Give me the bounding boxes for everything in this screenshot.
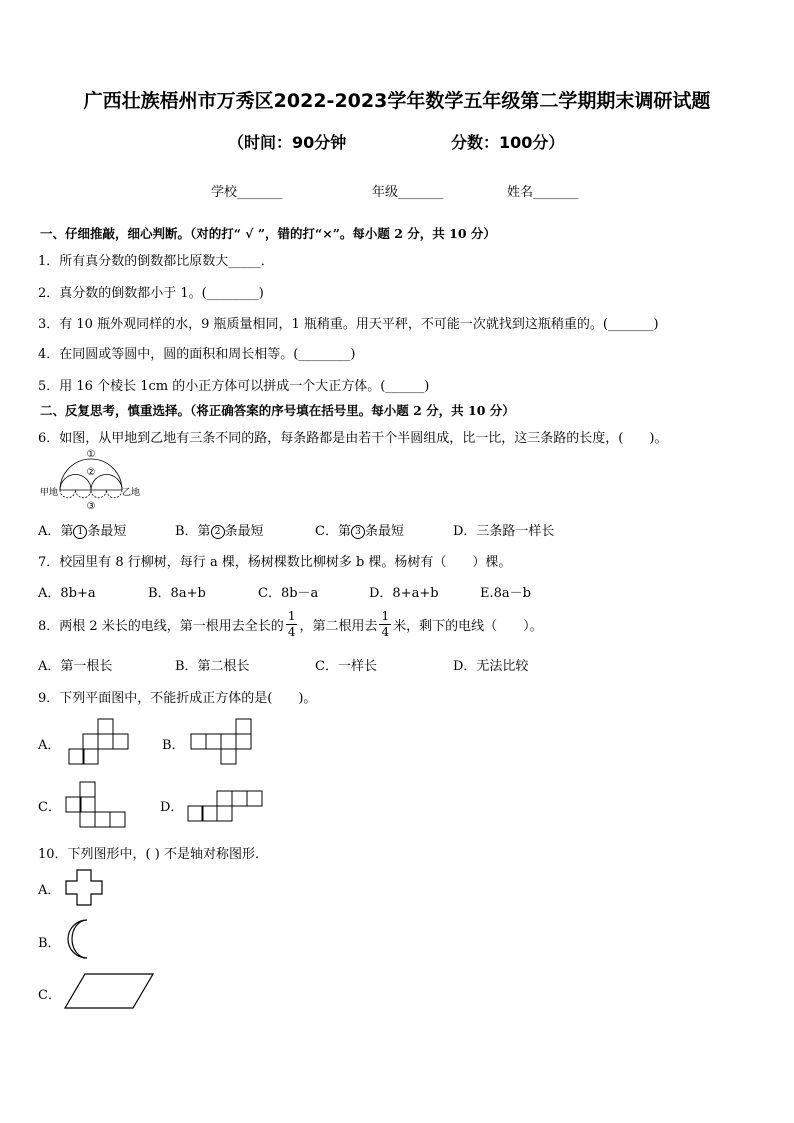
- name-field[interactable]: 姓名_______: [507, 185, 579, 200]
- q9-option-c-label[interactable]: C．: [38, 800, 61, 815]
- circled-number: 2: [211, 525, 225, 539]
- q8-option-a[interactable]: A．第一根长: [38, 659, 113, 674]
- path-3: [60, 490, 122, 498]
- exam-score: 分数：100分）: [451, 133, 565, 152]
- circled-number: 3: [351, 525, 365, 539]
- cross-shape-figure[interactable]: [65, 869, 105, 907]
- cube-net-d-figure[interactable]: [187, 790, 263, 824]
- question-6: 6．如图，从甲地到乙地有三条不同的路，每条路都是由若干个半圆组成，比一比，这三条路的长度，( )。: [38, 431, 668, 446]
- q10-option-b-label[interactable]: B．: [38, 936, 61, 951]
- page-title: 广西壮族梧州市万秀区2022-2023学年数学五年级第二学期期末调研试题: [83, 90, 711, 112]
- fig-end-label: 乙地: [122, 488, 141, 498]
- q7-option-a[interactable]: A．8b+a: [38, 586, 96, 601]
- q7-option-d[interactable]: D．8+a+b: [369, 586, 439, 601]
- q8-option-c[interactable]: C．一样长: [315, 659, 377, 674]
- question-10: 10．下列图形中，( ) 不是轴对称图形．: [38, 847, 268, 862]
- label-3: ③: [86, 501, 96, 512]
- question-7: 7．校园里有 8 行柳树，每行 a 棵，杨树棵数比柳树多 b 棵。杨树有（ ）棵。: [38, 555, 512, 570]
- cube-net-c-figure[interactable]: [65, 781, 127, 829]
- fraction-quarter: $\frac{1}{4}$: [287, 609, 296, 639]
- q10-option-c-label[interactable]: C．: [38, 988, 61, 1003]
- section-1-heading: 一、仔细推敲，细心判断。（对的打“ √ ”，错的打“×”。每小题 2 分，共 10 分）: [40, 226, 496, 241]
- question-5: 5．用 16 个棱长 1cm 的小正方体可以拼成一个大正方体。(______): [38, 379, 430, 394]
- question-3: 3．有 10 瓶外观同样的水，9 瓶质量相同，1 瓶稍重。用天平秤，不可能一次就找到这瓶稍重的。(_______): [38, 317, 659, 332]
- crescent-moon-figure[interactable]: [63, 918, 97, 960]
- q8-option-b[interactable]: B．第二根长: [175, 659, 250, 674]
- circled-number: 1: [73, 525, 87, 539]
- question-2: 2．真分数的倒数都小于 1。(________): [38, 286, 264, 301]
- cube-net-b-figure[interactable]: [190, 718, 252, 766]
- q7-option-b[interactable]: B．8a+b: [148, 586, 206, 601]
- semicircle-paths-figure: [38, 450, 148, 514]
- question-9: 9．下列平面图中，不能折成正方体的是( )。: [38, 691, 317, 706]
- q7-option-e[interactable]: E.8a－b: [480, 586, 531, 601]
- question-8: 8．两根 2 米长的电线，第一根用去全长的 $\frac{1}{4}$ ，第二根用去 $\frac{1}{4}$ 米，剩下的电线（ ）。: [38, 609, 543, 639]
- q6-option-b[interactable]: B．第 2 条最短: [175, 524, 264, 539]
- question-4: 4．在同圆或等圆中，圆的面积和周长相等。(________): [38, 347, 356, 362]
- q10-option-a-label[interactable]: A．: [38, 883, 61, 898]
- q9-option-b-label[interactable]: B．: [162, 738, 185, 753]
- fraction-quarter: $\frac{1}{4}$: [381, 609, 390, 639]
- grade-field[interactable]: 年级_______: [372, 185, 444, 200]
- q7-option-c[interactable]: C．8b－a: [258, 586, 319, 601]
- exam-time: （时间：90分钟: [228, 133, 347, 152]
- label-1: ①: [86, 449, 96, 460]
- q9-option-d-label[interactable]: D．: [160, 800, 184, 815]
- cube-net-a-figure[interactable]: [68, 718, 130, 766]
- q6-option-c[interactable]: C．第 3 条最短: [315, 524, 404, 539]
- school-field[interactable]: 学校_______: [211, 185, 283, 200]
- label-2: ②: [86, 467, 96, 478]
- q6-option-a[interactable]: A．第 1 条最短: [38, 524, 127, 539]
- question-1: 1．所有真分数的倒数都比原数大_____．: [38, 254, 274, 269]
- q9-option-a-label[interactable]: A．: [38, 738, 61, 753]
- q8-option-d[interactable]: D．无法比较: [453, 659, 529, 674]
- section-2-heading: 二、反复思考，慎重选择。（将正确答案的序号填在括号里。每小题 2 分，共 10 分）: [40, 403, 515, 418]
- fig-start-label: 甲地: [40, 488, 59, 498]
- parallelogram-figure[interactable]: [63, 972, 155, 1010]
- q6-option-d[interactable]: D．三条路一样长: [453, 524, 555, 539]
